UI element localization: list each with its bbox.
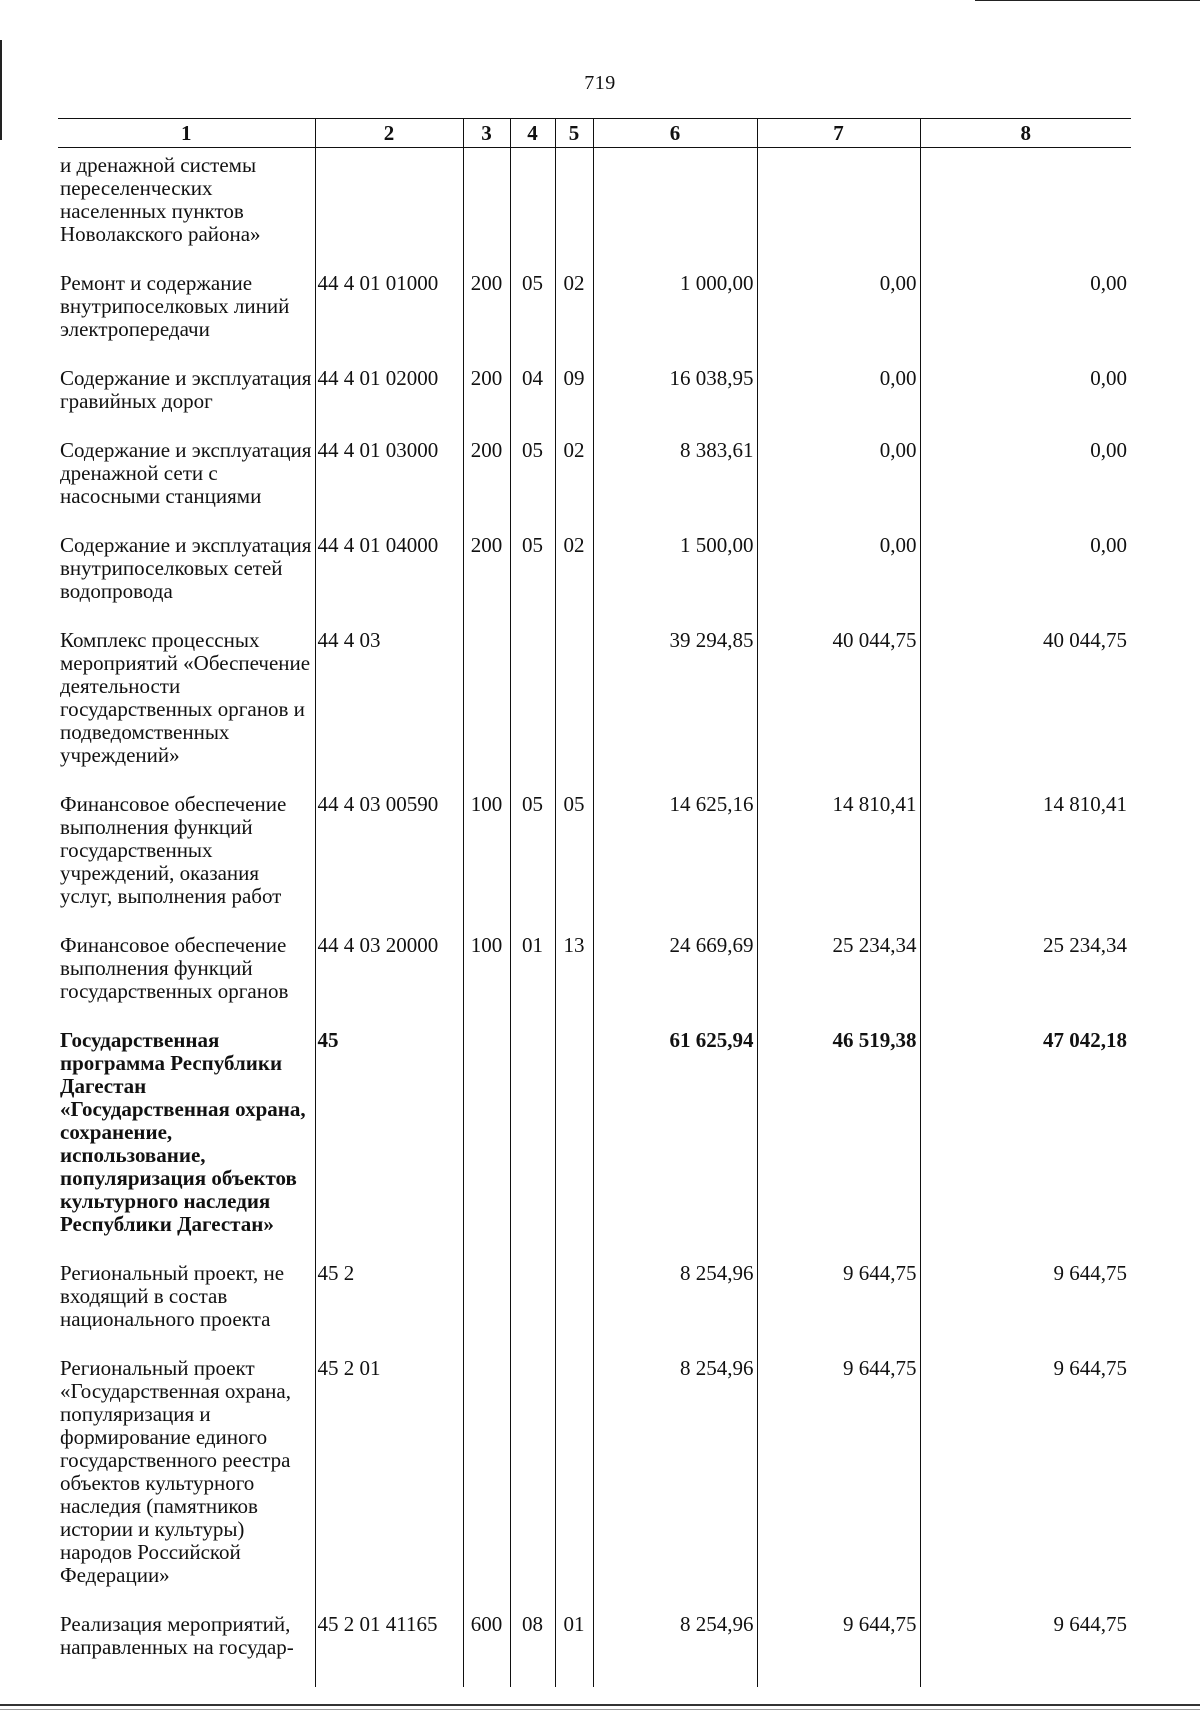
header-row xyxy=(58,119,1131,148)
column-header: 4 xyxy=(510,119,555,148)
row-col5-cell: 02 xyxy=(555,516,593,611)
row-value6-cell xyxy=(593,148,757,255)
row-col5-cell xyxy=(555,148,593,255)
row-value6-cell: 61 625,94 xyxy=(593,1011,757,1244)
row-code-cell: 44 4 03 xyxy=(315,611,463,775)
scan-edge-mark xyxy=(975,0,1200,1)
row-code-cell: 44 4 01 01000 xyxy=(315,254,463,349)
column-header: 6 xyxy=(593,119,757,148)
row-value8-cell: 9 644,75 xyxy=(920,1339,1131,1595)
row-col5-cell xyxy=(555,1339,593,1595)
row-col4-cell xyxy=(510,611,555,775)
row-col5-cell: 05 xyxy=(555,775,593,916)
row-value8-cell: 0,00 xyxy=(920,421,1131,516)
row-col5-cell: 02 xyxy=(555,254,593,349)
row-value6-cell: 39 294,85 xyxy=(593,611,757,775)
column-header: 7 xyxy=(757,119,920,148)
table-row xyxy=(58,349,1131,421)
row-name-cell: Региональный проект «Государственная охрана, популяризация и формирование единого государственного реестра объектов культурного наследия (памятников истории и культуры) народов Российской Федерации» xyxy=(60,1356,291,1587)
row-value6-cell: 8 254,96 xyxy=(593,1595,757,1687)
row-value7-cell: 9 644,75 xyxy=(757,1244,920,1339)
row-name-cell: Региональный проект, не входящий в состав национального проекта xyxy=(60,1261,285,1331)
row-col4-cell: 08 xyxy=(510,1595,555,1687)
row-col5-cell: 13 xyxy=(555,916,593,1011)
row-col3-cell: 200 xyxy=(463,254,510,349)
row-col4-cell: 05 xyxy=(510,516,555,611)
row-code-cell: 45 xyxy=(315,1011,463,1244)
row-name-cell: Финансовое обеспечение выполнения функций государственных органов xyxy=(60,933,289,1003)
table-row xyxy=(58,775,1131,916)
row-code-cell: 44 4 03 00590 xyxy=(315,775,463,916)
row-value8-cell: 0,00 xyxy=(920,349,1131,421)
row-col4-cell: 04 xyxy=(510,349,555,421)
row-code-cell: 45 2 xyxy=(315,1244,463,1339)
row-code-cell: 45 2 01 41165 xyxy=(315,1595,463,1687)
row-col3-cell xyxy=(463,611,510,775)
row-col4-cell: 05 xyxy=(510,421,555,516)
row-code-cell xyxy=(315,148,463,255)
scan-edge-mark xyxy=(0,1704,1200,1706)
row-col3-cell xyxy=(463,1011,510,1244)
table-row xyxy=(58,148,1131,255)
row-col5-cell xyxy=(555,611,593,775)
row-col3-cell: 600 xyxy=(463,1595,510,1687)
row-col3-cell xyxy=(463,1339,510,1595)
table-row xyxy=(58,1011,1131,1244)
row-value7-cell: 0,00 xyxy=(757,254,920,349)
row-col5-cell xyxy=(555,1244,593,1339)
row-value8-cell: 40 044,75 xyxy=(920,611,1131,775)
row-col5-cell: 01 xyxy=(555,1595,593,1687)
table-row xyxy=(58,916,1131,1011)
row-col4-cell xyxy=(510,1011,555,1244)
row-value7-cell: 9 644,75 xyxy=(757,1595,920,1687)
row-value6-cell: 14 625,16 xyxy=(593,775,757,916)
row-value8-cell xyxy=(920,148,1131,255)
row-name-cell: Реализация мероприятий, направленных на государ- xyxy=(60,1612,294,1659)
row-name-cell: Финансовое обеспечение выполнения функций государственных учреждений, оказания услуг, выполнения работ xyxy=(60,792,287,908)
row-col4-cell: 01 xyxy=(510,916,555,1011)
row-value8-cell: 9 644,75 xyxy=(920,1244,1131,1339)
row-value7-cell: 0,00 xyxy=(757,421,920,516)
row-name-cell: Содержание и эксплуатация внутрипоселковых сетей водопровода xyxy=(60,533,312,603)
row-code-cell: 44 4 01 04000 xyxy=(315,516,463,611)
row-col4-cell xyxy=(510,1244,555,1339)
row-col3-cell: 200 xyxy=(463,421,510,516)
row-col5-cell xyxy=(555,1011,593,1244)
row-value6-cell: 16 038,95 xyxy=(593,349,757,421)
row-value6-cell: 24 669,69 xyxy=(593,916,757,1011)
row-name-cell: Государственная программа Республики Дагестан «Государственная охрана, сохранение, использование, популяризация объектов культурного наследия Республики Дагестан» xyxy=(60,1028,306,1236)
row-value6-cell: 1 500,00 xyxy=(593,516,757,611)
row-col3-cell xyxy=(463,1244,510,1339)
row-value8-cell: 47 042,18 xyxy=(920,1011,1131,1244)
row-code-cell: 44 4 01 03000 xyxy=(315,421,463,516)
row-col4-cell xyxy=(510,148,555,255)
row-col3-cell: 100 xyxy=(463,916,510,1011)
row-value7-cell: 0,00 xyxy=(757,516,920,611)
row-value7-cell: 9 644,75 xyxy=(757,1339,920,1595)
table-row xyxy=(58,1595,1131,1687)
column-header: 1 xyxy=(58,119,315,148)
row-name-cell: Ремонт и содержание внутрипоселковых линий электропередачи xyxy=(60,271,290,341)
table-row xyxy=(58,611,1131,775)
column-header: 2 xyxy=(315,119,463,148)
table-row xyxy=(58,516,1131,611)
page-number: 719 xyxy=(584,72,616,94)
row-col5-cell: 02 xyxy=(555,421,593,516)
row-col3-cell: 100 xyxy=(463,775,510,916)
table-row xyxy=(58,254,1131,349)
row-value8-cell: 0,00 xyxy=(920,254,1131,349)
row-col4-cell xyxy=(510,1339,555,1595)
row-value6-cell: 8 254,96 xyxy=(593,1339,757,1595)
row-value7-cell: 14 810,41 xyxy=(757,775,920,916)
row-value7-cell xyxy=(757,148,920,255)
row-value8-cell: 25 234,34 xyxy=(920,916,1131,1011)
row-col3-cell xyxy=(463,148,510,255)
row-value7-cell: 46 519,38 xyxy=(757,1011,920,1244)
row-value6-cell: 8 383,61 xyxy=(593,421,757,516)
row-code-cell: 44 4 03 20000 xyxy=(315,916,463,1011)
row-col5-cell: 09 xyxy=(555,349,593,421)
column-header: 8 xyxy=(920,119,1131,148)
table-row xyxy=(58,1339,1131,1595)
row-code-cell: 45 2 01 xyxy=(315,1339,463,1595)
row-name-cell: и дренажной системы переселенческих населенных пунктов Новолакского района» xyxy=(60,153,261,246)
row-col4-cell: 05 xyxy=(510,254,555,349)
row-value8-cell: 9 644,75 xyxy=(920,1595,1131,1687)
row-value6-cell: 1 000,00 xyxy=(593,254,757,349)
row-name-cell: Содержание и эксплуатация дренажной сети с насосными станциями xyxy=(60,438,312,508)
column-header: 3 xyxy=(463,119,510,148)
table-body xyxy=(58,148,1131,1688)
row-name-cell: Комплекс процессных мероприятий «Обеспечение деятельности государственных органов и подведомственных учреждений» xyxy=(60,628,311,767)
row-value6-cell: 8 254,96 xyxy=(593,1244,757,1339)
row-value7-cell: 0,00 xyxy=(757,349,920,421)
scan-edge-mark xyxy=(0,1709,1200,1710)
table-row xyxy=(58,421,1131,516)
budget-table xyxy=(58,118,1131,1687)
row-value7-cell: 40 044,75 xyxy=(757,611,920,775)
row-col3-cell: 200 xyxy=(463,349,510,421)
column-header: 5 xyxy=(555,119,593,148)
row-value8-cell: 14 810,41 xyxy=(920,775,1131,916)
row-value8-cell: 0,00 xyxy=(920,516,1131,611)
row-code-cell: 44 4 01 02000 xyxy=(315,349,463,421)
row-col4-cell: 05 xyxy=(510,775,555,916)
table-row xyxy=(58,1244,1131,1339)
row-name-cell: Содержание и эксплуатация гравийных дорог xyxy=(60,366,312,413)
row-col3-cell: 200 xyxy=(463,516,510,611)
row-value7-cell: 25 234,34 xyxy=(757,916,920,1011)
